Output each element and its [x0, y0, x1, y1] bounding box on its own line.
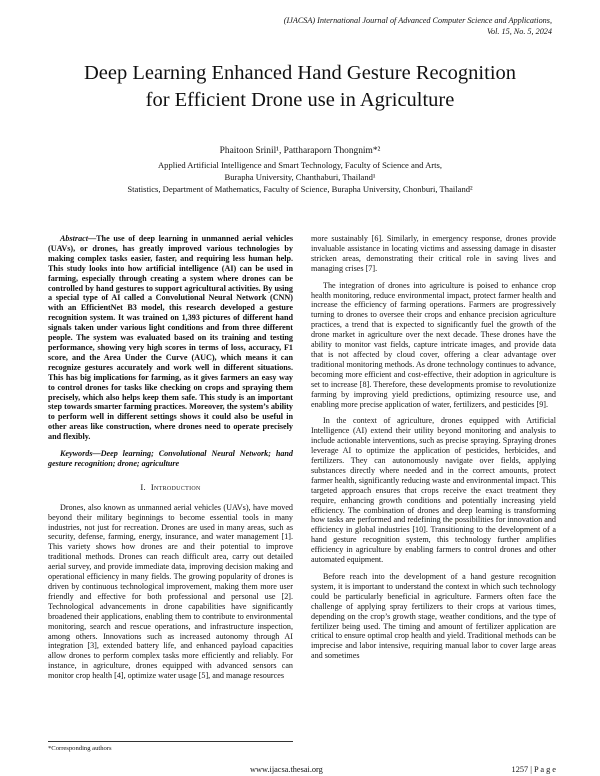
left-column [48, 234, 293, 688]
footnote: *Corresponding authors [48, 741, 293, 753]
section-title: Introduction [150, 481, 201, 492]
title-line-2: for Efficient Drone use in Agriculture [145, 89, 455, 111]
keywords-lead: Keywords [60, 449, 93, 459]
footer-url[interactable]: www.ijacsa.thesai.org [250, 765, 323, 774]
journal-volume: Vol. 15, No. 5, 2024 [486, 27, 552, 36]
keywords-text: —Deep learning; Convolutional Neural Network; hand gesture recognition; drone; agriculture [48, 449, 293, 468]
paper-title [40, 60, 560, 114]
author-names: Phaitoon Srinil¹, Pattharaporn Thongnim*² [219, 146, 381, 156]
intro-paragraph-3: In the context of agriculture, drones equipped with Artificial Intelligence (AI) extend their utility beyond monitoring and analysis to include actionable interventions, such as precise spraying. Spraying drones leverage AI to optimize the application of pesticides, herbicides, and fertilizers. They can autonomously navigate over fields, applying substances directly where needed and in the correct amounts, protect farmer health, significantly reducing waste and environmental impact. This targeted approach ensures that crops receive the exact treatment they require, enhancing growth conditions and potentially increasing yield efficiency. The combination of drones and deep learning is transforming how tasks are performed and redefining the possibilities for innovation and efficiency in global industries [10]. Transitioning to the development of a hand gesture recognition system, this technology further amplifies efficiency in agriculture by enabling farmers to control drones and other automated equipment. [311, 416, 556, 565]
author-block [30, 145, 570, 195]
affiliation-1-line-1: Applied Artificial Intelligence and Smart Technology, Faculty of Science and Arts, [157, 160, 443, 170]
keywords [48, 449, 293, 469]
abstract-lead: Abstract [60, 234, 88, 243]
intro-paragraph-4: Before reach into the development of a hand gesture recognition system, it is important to understand the context in which such technology could be particularly beneficial in agriculture. Farmers often face the challenge of applying spray fertilizers to their crops at various times, depending on the crop’s growth stage, weather conditions, and the type of fertilizer being used. The timing and amount of fertilizer application are critical to ensure optimal crop health and yield. Traditional methods can be imprecise and labor intensive, requiring manual labor to cover large areas and sometimes [311, 572, 556, 661]
affiliation-2: Statistics, Department of Mathematics, Faculty of Science, Burapha University, Chonburi, Thailand² [127, 184, 473, 194]
affiliation-1-line-2: Burapha University, Chanthaburi, Thailand¹ [224, 172, 376, 182]
intro-paragraph-1: Drones, also known as unmanned aerial vehicles (UAVs), have moved beyond their military beginnings to become essential tools in many industries, not just for recreation. Drones are used in many areas, such as security, defense, farming, energy, insurance, and water management [1]. This variety shows how drones are and their potential to improve traditional methods. Drones can reach difficult area, carry out detailed aerial survey, and provide immediate data, improving decision making and operational efficiency in many fields. The growing popularity of drones is driven by continuous technological improvement, making them more user friendly and effective for both professional and personal use [2]. Technological advancements in drone capabilities have significantly broadened their applications, enabling them to contribute to environmental monitoring, search and rescue operations, and infrastructure inspection, among others. Innovations such as increased autonomy through AI integration [3], extended battery life, and enhanced payload capacities allow drones to perform complex tasks more efficiently and reliably. For instance, in agriculture, drones equipped with advanced sensors can monitor crop health [4], optimize water usage [5], and manage resources [48, 502, 293, 681]
intro-paragraph-1-continued: more sustainably [6]. Similarly, in emergency response, drones provide invaluable assistance in locating victims and assessing damage in disaster stricken areas, demonstrating their critical role in saving lives and managing crises [7]. [311, 234, 556, 273]
section-heading [48, 483, 293, 493]
abstract-text: —The use of deep learning in unmanned aerial vehicles (UAVs), or drones, has greatly improved various technologies by making complex tasks easier, faster, and requiring less human help. This study looks into how artificial intelligence (AI) can be used in farming, especially through creating a system where drones can be controlled by hand gestures to support agricultural activities. By using a special type of AI called a Convolutional Neural Network (CNN) with an EfficientNet B3 model, this research developed a gesture recognition system. It was trained on 1,393 pictures of different hand signals taken under various light conditions and from three different people. The system was evaluated based on its training and testing performance, showing very high scores in terms of loss, accuracy, F1 score, and the Area Under the Curve (AUC), which means it can recognize gestures accurately and work well in different situations. This has big implications for farming, as it gives farmers an easy way to control drones for tasks like checking on crops and spraying them precisely, which also helps keep them safe. This study is an important step towards smarter farming practices. Moreover, the system’s ability to perform well in different settings shows it could also be useful in other areas like construction, where drones need to operate precisely and flexibly. [48, 234, 293, 442]
journal-name: (IJACSA) International Journal of Advanced Computer Science and Applications, [283, 16, 552, 25]
journal-header [132, 15, 552, 37]
intro-paragraph-2: The integration of drones into agriculture is poised to enhance crop health monitoring, reduce environmental impact, protect farmer health and increase the efficiency of farming operations. Farmers are progressively turning to drones to oversee their crops and enhance precision agriculture practices, a trend that is expected to significantly fuel the growth of the drone market in agriculture over the next decade. These drones have the ability to monitor vast fields, capture intricate images, and provide data that is not affected by cloud cover, offering a clear advantage over traditional monitoring methods. As drone technology continues to advance, becoming more efficient and cost-effective, their adoption in agriculture is set to increase [8]. Therefore, these developments promise to revolutionize farming by improving yield predictions, optimizing resource use, and enabling more precise application of water, fertilizers, and pesticides [9]. [311, 280, 556, 409]
right-column [311, 234, 556, 668]
page-number: 1257 | P a g e [511, 765, 556, 774]
title-line-1: Deep Learning Enhanced Hand Gesture Recognition [83, 62, 517, 84]
abstract [48, 234, 293, 442]
section-number: I. [140, 481, 146, 492]
